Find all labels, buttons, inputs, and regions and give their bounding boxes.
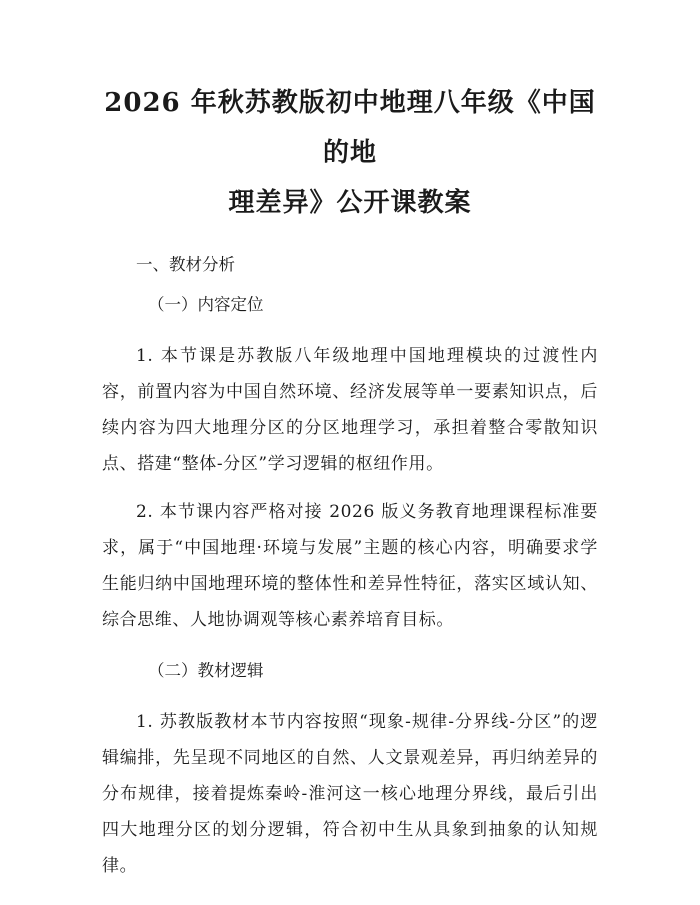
document-title [102, 78, 598, 228]
subsection-heading-content-positioning: （一）内容定位 [148, 295, 264, 314]
subsection-heading-textbook-logic: （二）教材逻辑 [148, 661, 264, 680]
title-line-2: 理差异》公开课教案 [228, 188, 472, 218]
paragraph-positioning-2: 2. 本节课内容严格对接 2026 版义务教育地理课程标准要求，属于“中国地理·环境与发展”主题的核心内容，明确要求学生能归纳中国地理环境的整体性和差异性特征，落实区域认知、综合思维、人地协调观等核心素养培育目标。 [102, 502, 598, 630]
paragraph-positioning-1: 1. 本节课是苏教版八年级地理中国地理模块的过渡性内容，前置内容为中国自然环境、经济发展等单一要素知识点，后续内容为四大地理分区的分区地理学习，承担着整合零散知识点、搭建“整体-分区”学习逻辑的枢纽作用。 [102, 346, 598, 474]
title-line-1: 2026 年秋苏教版初中地理八年级《中国的地 [104, 88, 596, 168]
section-heading-textbook-analysis: 一、教材分析 [136, 255, 235, 274]
paragraph-logic-1: 1. 苏教版教材本节内容按照“现象-规律-分界线-分区”的逻辑编排，先呈现不同地区的自然、人文景观差异，再归纳差异的分布规律，接着提炼秦岭-淮河这一核心地理分界线，最后引出四大地理分区的划分逻辑，符合初中生从具象到抽象的认知规律。 [102, 712, 598, 876]
